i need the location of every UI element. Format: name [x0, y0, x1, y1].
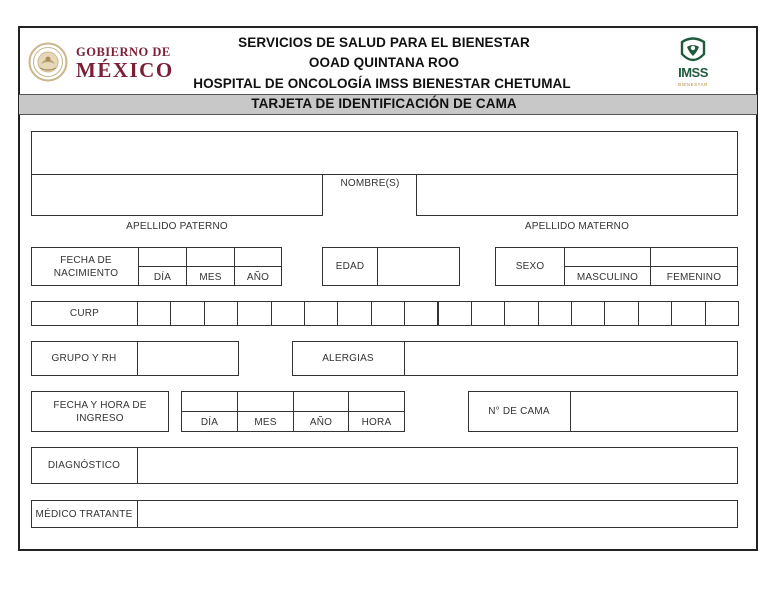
alergias-field[interactable] — [405, 342, 737, 375]
edad-label: EDAD — [335, 261, 365, 272]
ingreso-day-field[interactable] — [181, 391, 238, 412]
diagnostico-field[interactable] — [138, 448, 737, 483]
grupo-rh-field[interactable] — [138, 342, 238, 375]
masculino-field[interactable] — [564, 247, 651, 267]
header-line-2: OOAD QUINTANA ROO — [308, 55, 460, 70]
apellido-paterno-field[interactable] — [31, 174, 323, 216]
femenino-label: FEMENINO — [666, 271, 722, 283]
cama-label: N° DE CAMA — [488, 406, 550, 417]
cama-field[interactable] — [571, 392, 737, 431]
imss-emblem-icon — [678, 36, 708, 66]
ingreso-day-label: DÍA — [200, 417, 219, 428]
birth-year-label: AÑO — [246, 271, 270, 283]
sexo-label: SEXO — [515, 261, 545, 272]
curp-cell[interactable] — [438, 301, 472, 326]
curp-cell[interactable] — [204, 301, 238, 326]
gobierno-top-text: GOBIERNO DE — [76, 45, 171, 59]
card-title: TARJETA DE IDENTIFICACIÓN DE CAMA — [251, 96, 517, 111]
imss-sub-text: BIENESTAR — [678, 82, 708, 87]
nombre-label: NOMBRE(S) — [340, 177, 400, 189]
curp-cell[interactable] — [671, 301, 705, 326]
ingreso-hour-label: HORA — [361, 417, 392, 428]
ingreso-year-field[interactable] — [293, 391, 349, 412]
fecha-nacimiento-label: FECHA DE NACIMIENTO — [53, 254, 119, 279]
header-line-3: HOSPITAL DE ONCOLOGÍA IMSS BIENESTAR CHETUMAL — [193, 76, 571, 91]
birth-day-label: DÍA — [153, 271, 172, 283]
curp-cell[interactable] — [705, 301, 739, 326]
curp-cell[interactable] — [471, 301, 505, 326]
birth-month-field[interactable] — [186, 247, 235, 267]
curp-cell[interactable] — [170, 301, 204, 326]
curp-cell[interactable] — [237, 301, 271, 326]
curp-cell[interactable] — [271, 301, 305, 326]
ingreso-month-label: MES — [254, 417, 277, 428]
alergias-label: ALERGIAS — [322, 353, 374, 364]
curp-label: CURP — [69, 308, 100, 319]
apellido-materno-field[interactable] — [416, 174, 738, 216]
curp-cell[interactable] — [404, 301, 438, 326]
femenino-field[interactable] — [650, 247, 738, 267]
ingreso-month-field[interactable] — [237, 391, 294, 412]
curp-cell[interactable] — [638, 301, 672, 326]
gobierno-bottom-text: MÉXICO — [76, 58, 174, 82]
curp-cell[interactable] — [571, 301, 605, 326]
birth-year-field[interactable] — [234, 247, 282, 267]
curp-cell[interactable] — [304, 301, 338, 326]
grupo-rh-label: GRUPO Y RH — [51, 353, 117, 364]
medico-field[interactable] — [138, 501, 737, 527]
imss-logo — [670, 36, 716, 92]
edad-field[interactable] — [378, 248, 459, 285]
header-line-1: SERVICIOS DE SALUD PARA EL BIENESTAR — [238, 35, 530, 50]
birth-day-field[interactable] — [138, 247, 187, 267]
curp-cell[interactable] — [538, 301, 572, 326]
curp-cell[interactable] — [337, 301, 371, 326]
birth-month-label: MES — [199, 271, 222, 283]
curp-cell[interactable] — [371, 301, 405, 326]
curp-cell[interactable] — [137, 301, 171, 326]
imss-text: IMSS — [678, 65, 708, 80]
medico-label: MÉDICO TRATANTE — [35, 508, 133, 520]
masculino-label: MASCULINO — [576, 271, 639, 283]
apellido-materno-label: APELLIDO MATERNO — [524, 220, 630, 232]
apellido-paterno-label: APELLIDO PATERNO — [126, 220, 228, 232]
curp-cell[interactable] — [604, 301, 638, 326]
ingreso-year-label: AÑO — [309, 417, 333, 428]
curp-cell[interactable] — [504, 301, 538, 326]
full-name-field[interactable] — [31, 131, 738, 175]
ingreso-hour-field[interactable] — [348, 391, 405, 412]
diagnostico-label: DIAGNÓSTICO — [47, 460, 121, 471]
ingreso-label: FECHA Y HORA DE INGRESO — [53, 399, 147, 424]
